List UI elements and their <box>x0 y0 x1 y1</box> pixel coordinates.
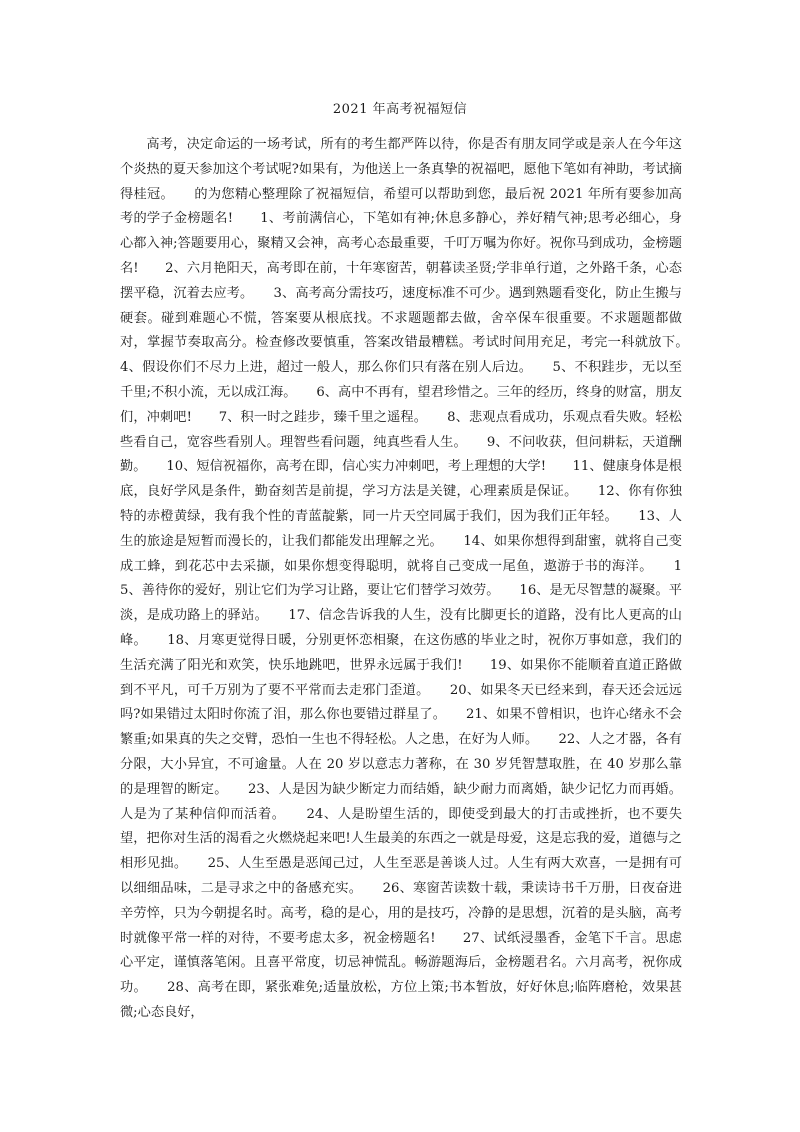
document-body: 高考，决定命运的一场考试，所有的考生都严阵以待，你是否有朋友同学或是亲人在今年这个炎热的夏天参加这个考试呢?如果有，为他送上一条真挚的祝福吧，愿他下笔如有神助，考试摘得桂冠。 的为您精心整理除了祝福短信，希望可以帮助到您，最后祝 2021 年所有要参加高考的学子金榜题名! 1、考前满信心，下笔如有神;休息多静心，养好精气神;思考必细心，身心都入神;答题要用心，聚精又会神，高考心态最重要，千叮万嘱为你好。祝你马到成功，金榜题名! 2、六月艳阳天，高考即在前，十年寒窗苦，朝暮读圣贤;学非单行道，之外路千条，心态摆平稳，沉着去应考。 3、高考高分需技巧，速度标准不可少。遇到熟题看变化，防止生搬与硬套。碰到难题心不慌，答案要从根底找。不求题题都去做，舍卒保车很重要。不求题题都做对，掌握节奏取高分。检查修改要慎重，答案改错最糟糕。考试时间用充足，考完一科就放下。 4、假设你们不尽力上进，超过一般人，那么你们只有落在别人后边。 5、不积跬步，无以至千里;不积小流，无以成江海。 6、高中不再有，望君珍惜之。三年的经历，终身的财富，朋友们，冲刺吧! 7、积一时之跬步，臻千里之遥程。 8、悲观点看成功，乐观点看失败。轻松些看自己，宽容些看别人。理智些看问题，纯真些看人生。 9、不问收获，但问耕耘，天道酬勤。 10、短信祝福你，高考在即，信心实力冲刺吧，考上理想的大学! 11、健康身体是根底，良好学风是条件，勤奋刻苦是前提，学习方法是关键，心理素质是保证。 12、你有你独特的赤橙黄绿，我有我个性的青蓝靛紫，同一片天空同属于我们，因为我们正年轻。 13、人生的旅途是短暂而漫长的，让我们都能发出理解之光。 14、如果你想得到甜蜜，就将自己变成工蜂，到花芯中去采撷，如果你想变得聪明，就将自己变成一尾鱼，遨游于书的海洋。 15、善待你的爱好，别让它们为学习让路，要让它们替学习效劳。 16、是无尽智慧的凝聚。平淡，是成功路上的驿站。 17、信念告诉我的人生，没有比脚更长的道路，没有比人更高的山峰。 18、月寒更觉得日暖，分别更怀恋相聚，在这伤感的毕业之时，祝你万事如意，我们的生活充满了阳光和欢笑，快乐地跳吧，世界永远属于我们! 19、如果你不能顺着直道正路做到不平凡，可千万别为了要不平常而去走邪门歪道。 20、如果冬天已经来到，春天还会远远吗?如果错过太阳时你流了泪，那么你也要错过群星了。 21、如果不曾相识，也许心绪永不会繁重;如果真的失之交臂，恐怕一生也不得轻松。人之患，在好为人师。 22、人之才器，各有分限，大小异宜，不可逾量。人在 20 岁以意志力著称，在 30 岁凭智慧取胜，在 40 岁那么靠的是理智的断定。 23、人是因为缺少断定力而结婚，缺少耐力而离婚，缺少记忆力而再婚。人是为了某种信仰而活着。 24、人是盼望生活的，即使受到最大的打击或挫折，也不要失望，把你对生活的渴看之火燃烧起来吧!人生最美的东西之一就是母爱，这是忘我的爱，道德与之相形见拙。 25、人生至愚是恶闻己过，人生至恶是善谈人过。人生有两大欢喜，一是拥有可以细细品味，二是寻求之中的备感充实。 26、寒窗苦读数十载，秉读诗书千万册，日夜奋进辛劳悴，只为今朝提名时。高考，稳的是心，用的是技巧，冷静的是思想，沉着的是头脑，高考时就像平常一样的对待，不要考虑太多，祝金榜题名! 27、试纸浸墨香，金笔下千言。思虑心平定，谨慎落笔闲。且喜平常度，切忌神慌乱。畅游题海后，金榜题君名。六月高考，祝你成功。 28、高考在即，紧张难免;适量放松，方位上策;书本暂放，好好休息;临阵磨枪，效果甚微;心态良好， <box>120 137 709 1020</box>
document-title: 2021 年高考祝福短信 <box>332 102 468 117</box>
